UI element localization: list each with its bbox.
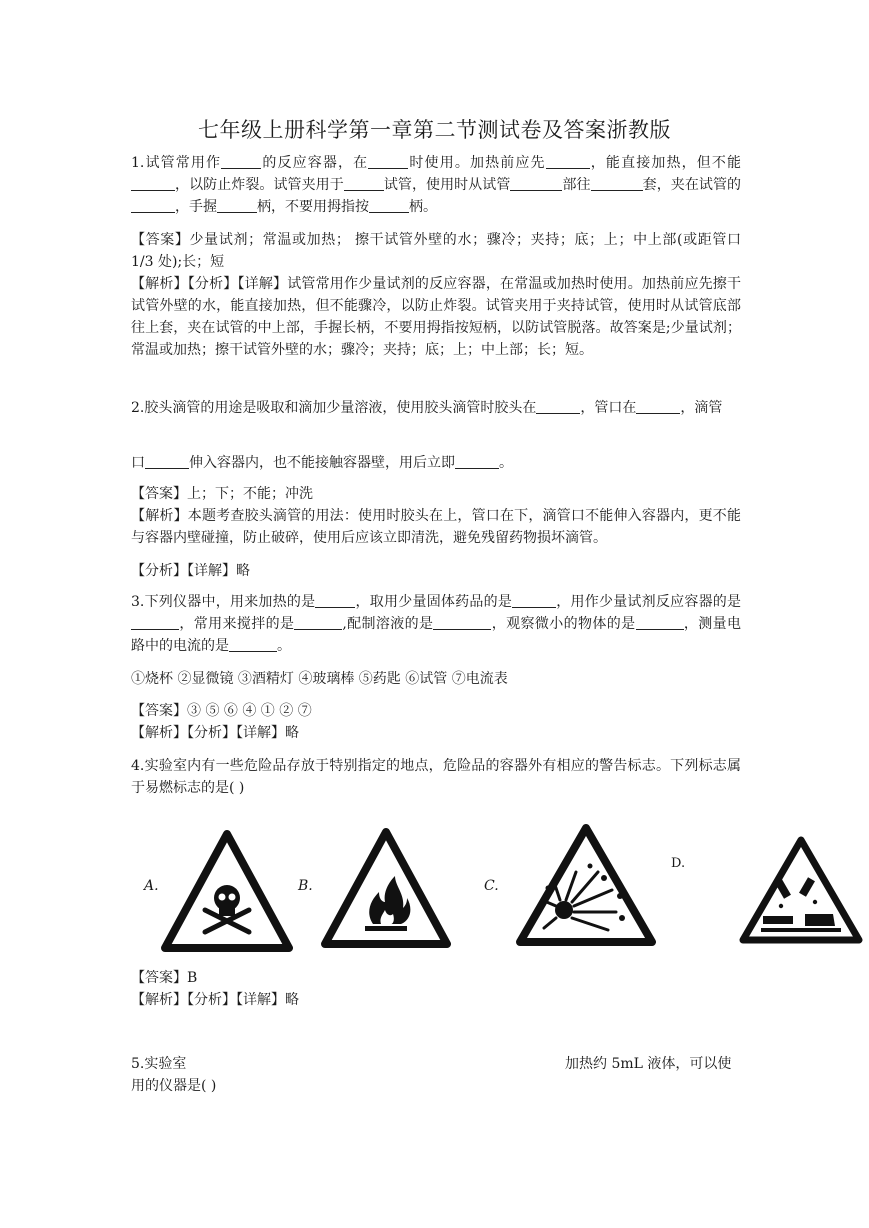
answer-blank	[131, 176, 175, 191]
answer-blank	[433, 615, 491, 630]
q2-answer: 【答案】上；下；不能；冲洗	[131, 486, 313, 502]
q2-text: 。	[499, 455, 513, 471]
q3-answer: 【答案】③ ⑤ ⑥ ④ ① ② ⑦	[131, 703, 312, 719]
q2-text: 2.胶头滴管的用途是吸取和滴加少量溶液，使用胶头滴管时胶头在	[131, 400, 537, 416]
q4-analysis: 【解析】【分析】【详解】略	[131, 992, 299, 1008]
question-5: 5.实验室	[131, 1056, 187, 1072]
document-title: 七年级上册科学第一章第二节测试卷及答案浙教版	[198, 118, 671, 142]
q2-text: 口	[131, 455, 145, 471]
q3-options: ①烧杯 ②显微镜 ③酒精灯 ④玻璃棒 ⑤药匙 ⑥试管 ⑦电流表	[131, 671, 508, 687]
q1-text: 套，夹在试管的	[642, 177, 742, 193]
question-4: 4.实验室内有一些危险品存放于特别指定的地点，危险品的容器外有相应的警告标志。下列标志属于易燃标志的是( )	[131, 758, 741, 796]
q3-text: ，取用少量固体药品的是	[355, 594, 513, 610]
answer-blank	[221, 154, 261, 169]
answer-blank	[368, 154, 408, 169]
option-d-label: D.	[671, 856, 686, 871]
q1-text: 柄。	[409, 199, 437, 215]
answer-blank	[591, 176, 643, 191]
q3-text: ，测量电路中的电流的是	[131, 616, 742, 654]
answer-blank	[636, 399, 680, 414]
question-5-right: 加热约 5mL 液体，可以使	[565, 1056, 732, 1072]
q1-text: ，以防止炸裂。试管夹用于	[175, 177, 344, 193]
question-2	[131, 397, 741, 419]
q1-analysis: 【解析】【分析】【详解】试管常用作少量试剂的反应容器，在常温或加热时使用。加热前应先擦干试管外壁的水，能直接加热，但不能骤冷，以防止炸裂。试管夹用于夹持试管，使用时从试管底部往上套，夹在试管的中上部，手握长柄，不要用拇指按短柄，以防试管脱落。故答案是;少量试剂；常温或加热；擦干试管外壁的水；骤冷；夹持；底；上；中上部；长；短。	[131, 276, 741, 358]
q1-text: 时使用。加热前应先	[408, 155, 546, 171]
q1-text: 的反应容器，在	[261, 155, 369, 171]
q3-text: 。	[277, 638, 291, 654]
answer-blank	[455, 454, 499, 469]
option-a-label: A.	[144, 878, 159, 894]
q2-text: ，滴管	[680, 400, 723, 416]
option-c-label: C.	[484, 878, 499, 894]
q4-answer: 【答案】B	[131, 970, 198, 986]
explosion-icon	[516, 822, 656, 950]
q1-text: 1.试管常用作	[131, 155, 222, 171]
q3-text: 3.下列仪器中，用来加热的是	[131, 594, 316, 610]
q2-text: 伸入容器内，也不能接触容器壁，用后立即	[189, 455, 455, 471]
answer-blank	[145, 454, 189, 469]
q1-answer: 【答案】少量试剂；常温或加热； 擦干试管外壁的水；骤冷；夹持；底；上；中上部(或距管口 1/3 处);长；短	[131, 232, 741, 270]
answer-blank	[229, 637, 277, 652]
answer-blank	[131, 198, 175, 213]
q3-text: ,配制溶液的是	[342, 616, 434, 632]
q1-text: ，能直接加热，但不能	[589, 155, 742, 171]
q1-text: 部往	[562, 177, 591, 193]
q2-text: ，管口在	[580, 400, 637, 416]
answer-blank	[315, 593, 355, 608]
answer-blank	[217, 198, 257, 213]
answer-blank	[510, 176, 562, 191]
answer-blank	[294, 615, 342, 630]
q3-text: ，常用来搅拌的是	[179, 616, 295, 632]
answer-blank	[344, 176, 384, 191]
q2-extra: 【分析】【详解】略	[131, 563, 250, 579]
q3-text: ，用作少量试剂反应容器的是	[556, 594, 742, 610]
answer-blank	[536, 399, 580, 414]
answer-blank	[512, 593, 556, 608]
q3-text: ，观察微小的物体的是	[491, 616, 636, 632]
q2-analysis: 【解析】本题考查胶头滴管的用法：使用时胶头在上，管口在下，滴管口不能伸入容器内，更不能与容器内壁碰撞，防止破碎，使用后应该立即清洗，避免残留药物损坏滴管。	[131, 508, 741, 546]
question-1	[131, 152, 741, 218]
q1-text: 试管，使用时从试管	[383, 177, 511, 193]
question-3	[131, 591, 741, 657]
answer-blank	[636, 615, 684, 630]
answer-blank	[369, 198, 409, 213]
option-b-label: B.	[298, 878, 313, 894]
answer-blank	[131, 615, 179, 630]
answer-blank	[546, 154, 590, 169]
hazard-sign-options	[131, 820, 869, 965]
corrosive-icon	[739, 834, 863, 946]
flame-icon	[321, 826, 451, 950]
question-2-cont	[131, 452, 741, 474]
skull-crossbones-icon	[161, 828, 293, 954]
question-5-cont: 用的仪器是( )	[131, 1078, 217, 1094]
q1-text: ，手握	[175, 199, 217, 215]
q3-analysis: 【解析】【分析】【详解】略	[131, 725, 299, 741]
q1-text: 柄，不要用拇指按	[257, 199, 369, 215]
